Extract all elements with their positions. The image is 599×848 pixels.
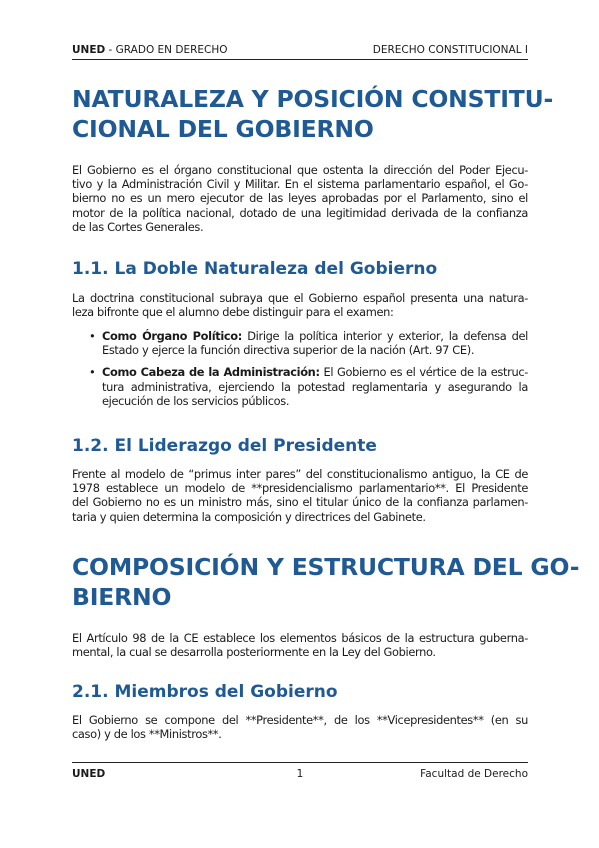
- subsection-1-1-title: 1.1. La Doble Naturaleza del Gobierno: [72, 259, 438, 279]
- subsection-2-1-title: 2.1. Miembros del Gobierno: [72, 682, 338, 702]
- subsection-1-2-text: Frente al modelo de “primus inter pares” del constitucionalismo antiguo, la CE de 1978 establece un modelo de **presidencialismo parlamentario**. El Presidente del Gobierno no es un ministro más, sino el titular único de la confianza parlamen- taria y quien determina la composición y directrices del Gabinete.: [72, 467, 528, 524]
- subsection-2-1-text: El Gobierno se compone del **Presidente**, de los **Vicepresidentes** (en su caso) y de los **Ministros**.: [72, 713, 528, 742]
- list-item: • Como Órgano Político: Dirige la política interior y exterior, la defensa del Estado y ejerce la función directiva superior de la nación (Art. 97 CE).: [89, 329, 528, 358]
- subsection-1-1-text: La doctrina constitucional subraya que el Gobierno español presenta una natura- leza bifronte que el alumno debe distinguir para el examen:: [72, 291, 528, 320]
- page-number: 1: [296, 768, 304, 780]
- bullet-icon: •: [89, 329, 96, 343]
- page-footer: [72, 762, 528, 780]
- subsection-1-2-title: 1.2. El Liderazgo del Presidente: [72, 436, 377, 456]
- header-right: DERECHO CONSTITUCIONAL I: [372, 44, 528, 56]
- section-2-title: COMPOSICIÓN Y ESTRUCTURA DEL GO- BIERNO: [72, 553, 580, 611]
- footer-right: Facultad de Derecho: [420, 768, 528, 780]
- list-item: • Como Cabeza de la Administración: El Gobierno es el vértice de la estruc- tura administrativa, ejerciendo la potestad reglamentaria y asegurando la ejecución de los servicios públicos.: [89, 365, 528, 408]
- section-1-intro: El Gobierno es el órgano constitucional que ostenta la dirección del Poder Ejecu- tivo y la Administración Civil y Militar. En el sistema parlamentario español, el Go- bierno no es un mero ejecutor de las leyes aprobadas por el Parlamento, sino el motor de la política nacional, dotado de una legitimidad derivada de la confianza de las Cortes Generales.: [72, 163, 528, 234]
- section-1-title: NATURALEZA Y POSICIÓN CONSTITU- CIONAL DEL GOBIERNO: [72, 85, 554, 143]
- section-2-intro: El Artículo 98 de la CE establece los elementos básicos de la estructura guberna- mental, la cual se desarrolla posteriormente en la Ley del Gobierno.: [72, 631, 528, 660]
- header-left: UNED - GRADO EN DERECHO: [72, 44, 228, 56]
- footer-left: UNED: [72, 768, 106, 780]
- subsection-1-1-bullets: [72, 329, 528, 408]
- page-header: [72, 44, 528, 60]
- bullet-icon: •: [89, 365, 96, 380]
